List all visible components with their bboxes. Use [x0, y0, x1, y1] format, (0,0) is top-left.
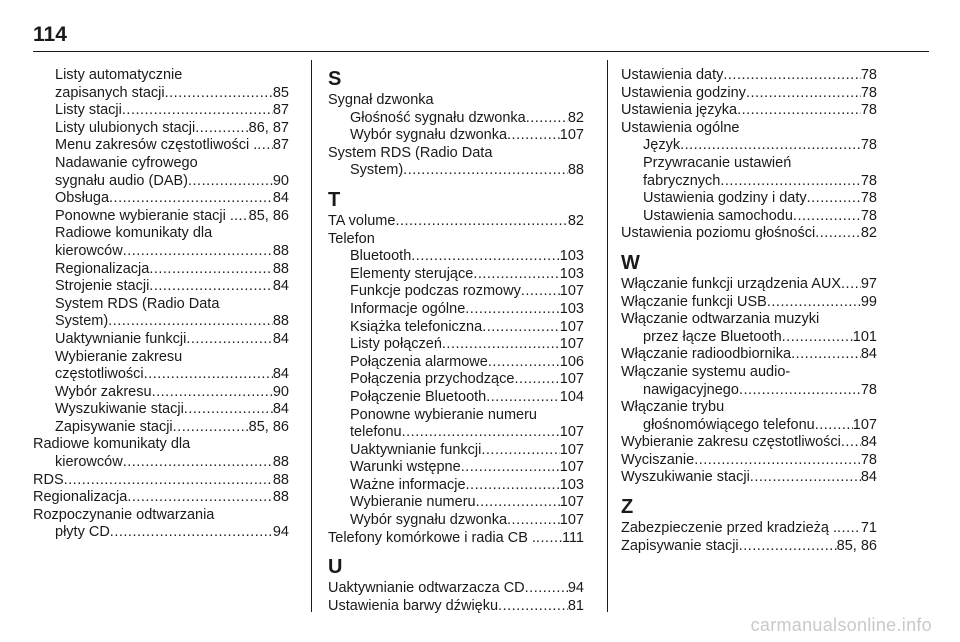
entry-page-ref: 107: [559, 371, 584, 388]
entry-label: Ustawienia godziny: [621, 84, 746, 101]
entry-page-ref: 88: [272, 260, 289, 277]
index-subentry: [328, 336, 584, 354]
entry-label: Strojenie stacji: [55, 278, 150, 295]
entry-label: RDS: [33, 471, 64, 488]
dot-leader: [739, 382, 861, 400]
index-column-3: [621, 67, 877, 555]
index-subentry: [621, 208, 877, 226]
entry-page-ref: 107: [559, 459, 584, 476]
dot-leader: [173, 419, 249, 437]
dot-leader: [521, 283, 560, 301]
dot-leader: [64, 472, 273, 490]
index-subentry: [328, 266, 584, 284]
index-entry: [621, 538, 877, 556]
index-letter-heading: W: [621, 251, 640, 274]
index-subentry: [33, 313, 289, 331]
entry-label: Włączanie odtwarzania muzyki: [621, 311, 820, 328]
entry-page-ref: 87: [272, 102, 289, 119]
column-divider: [607, 60, 608, 612]
entry-page-ref: 82: [567, 212, 584, 229]
entry-page-ref: 78: [860, 381, 877, 398]
index-subentry: [328, 283, 584, 301]
index-subentry: [33, 243, 289, 261]
entry-page-ref: 103: [559, 265, 584, 282]
entry-label: Nadawanie cyfrowego: [55, 154, 198, 171]
entry-label: Wybór sygnału dzwonka: [350, 512, 508, 529]
index-subentry: [328, 162, 584, 180]
entry-page-ref: 94: [567, 580, 584, 597]
page-number: 114: [33, 23, 67, 46]
dot-leader: [807, 190, 861, 208]
dot-leader: [127, 489, 273, 507]
index-entry: [621, 434, 877, 452]
index-entry: [621, 85, 877, 103]
entry-page-ref: 103: [559, 248, 584, 265]
dot-leader: [498, 598, 568, 616]
entry-label: Uaktywnianie odtwarzacza CD: [328, 580, 525, 597]
dot-leader: [188, 173, 273, 191]
entry-label: Wyszukiwanie stacji: [621, 469, 750, 486]
entry-page-ref: 84: [272, 366, 289, 383]
index-column-2: [328, 67, 584, 615]
entry-label: Wybieranie zakresu częstotliwości: [621, 434, 841, 451]
entry-page-ref: 81: [567, 597, 584, 614]
entry-label: zapisanych stacji: [55, 84, 165, 101]
entry-label: nawigacyjnego: [643, 381, 739, 398]
index-subentry: [33, 155, 289, 173]
entry-label: System): [350, 162, 404, 179]
entry-label: Ważne informacje: [350, 476, 466, 493]
entry-label: Menu zakresów częstotliwości .: [55, 137, 258, 154]
index-subentry: [621, 155, 877, 173]
entry-label: Ustawienia barwy dźwięku: [328, 597, 499, 614]
index-entry: [621, 346, 877, 364]
index-entry: [621, 399, 877, 417]
header-rule: [33, 51, 929, 52]
index-letter-heading: Z: [621, 496, 634, 519]
index-subentry: [328, 371, 584, 389]
entry-label: Zapisywanie stacji: [55, 418, 173, 435]
entry-label: Ustawienia godziny i daty: [643, 190, 807, 207]
index-subentry: [33, 120, 289, 138]
dot-leader: [482, 319, 560, 337]
entry-label: Język: [643, 137, 681, 154]
index-entry: [621, 294, 877, 312]
index-subentry: [621, 382, 877, 400]
index-subentry: [33, 401, 289, 419]
entry-page-ref: 90: [272, 172, 289, 189]
dot-leader: [403, 162, 568, 180]
entry-page-ref: 78: [860, 451, 877, 468]
entry-page-ref: 94: [272, 524, 289, 541]
dot-leader: [473, 266, 559, 284]
entry-label: Połączenia przychodzące: [350, 371, 515, 388]
entry-label: Ponowne wybieranie numeru: [350, 406, 537, 423]
entry-label: Włączanie trybu: [621, 399, 725, 416]
dot-leader: [123, 243, 273, 261]
column-divider: [311, 60, 312, 612]
entry-label: Połączenie Bluetooth: [350, 388, 487, 405]
entry-page-ref: 84: [272, 278, 289, 295]
entry-label: Włączanie funkcji urządzenia AUX: [621, 275, 842, 292]
entry-label: Zabezpieczenie przed kradzieżą .: [621, 520, 838, 537]
index-subentry: [328, 127, 584, 145]
entry-label: Wybieranie zakresu: [55, 348, 183, 365]
dot-leader: [110, 524, 273, 542]
dot-leader: [791, 346, 861, 364]
index-subentry: [33, 85, 289, 103]
index-entry: [328, 231, 584, 249]
index-subentry: [33, 137, 289, 155]
entry-page-ref: 84: [272, 401, 289, 418]
entry-page-ref: 78: [860, 67, 877, 83]
index-subentry: [33, 296, 289, 314]
index-subentry: [328, 354, 584, 372]
index-entry: [328, 213, 584, 231]
dot-leader: [144, 366, 273, 384]
entry-page-ref: 90: [272, 383, 289, 400]
entry-label: Regionalizacja: [55, 260, 150, 277]
entry-page-ref: 107: [559, 494, 584, 511]
entry-label: Wyszukiwanie stacji: [55, 401, 184, 418]
entry-label: Radiowe komunikaty dla: [55, 225, 213, 242]
dot-leader: [526, 110, 568, 128]
entry-page-ref: 78: [860, 190, 877, 207]
entry-page-ref: 86, 87: [248, 119, 289, 136]
dot-leader: [793, 208, 861, 226]
index-subentry: [328, 248, 584, 266]
index-subentry: [33, 67, 289, 85]
entry-page-ref: 107: [559, 424, 584, 441]
entry-page-ref: 85, 86: [248, 207, 289, 224]
entry-label: Przywracanie ustawień: [643, 154, 792, 171]
entry-page-ref: 78: [860, 207, 877, 224]
entry-page-ref: 88: [272, 489, 289, 506]
dot-leader: [234, 208, 249, 226]
dot-leader: [257, 137, 273, 155]
dot-leader: [841, 276, 861, 294]
entry-page-ref: 84: [860, 434, 877, 451]
entry-page-ref: 88: [272, 242, 289, 259]
entry-label: Listy ulubionych stacji: [55, 119, 196, 136]
index-subentry: [328, 459, 584, 477]
index-entry: [621, 452, 877, 470]
entry-page-ref: 88: [272, 313, 289, 330]
entry-label: częstotliwości: [55, 366, 144, 383]
dot-leader: [476, 494, 560, 512]
index-entry: [621, 311, 877, 329]
index-letter-heading: T: [328, 188, 341, 211]
entry-label: Włączanie systemu audio-: [621, 363, 791, 380]
dot-leader: [739, 538, 837, 556]
dot-leader: [122, 102, 273, 120]
entry-label: Bluetooth: [350, 248, 412, 265]
dot-leader: [815, 225, 861, 243]
index-entry: [33, 472, 289, 490]
index-entry: [621, 469, 877, 487]
entry-label: Elementy sterujące: [350, 265, 474, 282]
dot-leader: [108, 313, 273, 331]
dot-leader: [481, 442, 559, 460]
index-subentry: [33, 524, 289, 542]
index-subentry: [328, 477, 584, 495]
index-entry: [328, 92, 584, 110]
index-subentry: [328, 319, 584, 337]
entry-page-ref: 78: [860, 102, 877, 119]
entry-label: Ustawienia języka: [621, 102, 738, 119]
watermark: carmanualsonline.info: [750, 615, 932, 635]
entry-page-ref: 78: [860, 137, 877, 154]
dot-leader: [737, 102, 861, 120]
index-subentry: [33, 331, 289, 349]
entry-page-ref: 85, 86: [248, 418, 289, 435]
entry-label: System RDS (Radio Data: [55, 295, 220, 312]
index-subentry: [33, 349, 289, 367]
entry-page-ref: 107: [559, 127, 584, 144]
entry-label: Telefony komórkowe i radia CB .: [328, 529, 536, 546]
entry-page-ref: 78: [860, 84, 877, 101]
index-subentry: [33, 454, 289, 472]
index-entry: [328, 530, 584, 548]
dot-leader: [514, 371, 559, 389]
entry-page-ref: 87: [272, 137, 289, 154]
entry-page-ref: 103: [559, 300, 584, 317]
dot-leader: [525, 580, 568, 598]
entry-page-ref: 103: [559, 476, 584, 493]
entry-page-ref: 85, 86: [836, 537, 877, 554]
index-entry: [328, 145, 584, 163]
dot-leader: [507, 512, 560, 530]
index-subentry: [33, 384, 289, 402]
entry-page-ref: 111: [561, 529, 584, 546]
index-entry: [328, 598, 584, 616]
index-subentry: [621, 137, 877, 155]
index-subentry: [621, 329, 877, 347]
dot-leader: [442, 336, 560, 354]
entry-page-ref: 107: [559, 283, 584, 300]
entry-label: Wybór zakresu: [55, 383, 152, 400]
index-letter-heading: S: [328, 68, 342, 90]
dot-leader: [465, 301, 560, 319]
entry-page-ref: 88: [567, 162, 584, 179]
entry-page-ref: 106: [559, 353, 584, 370]
entry-label: telefonu: [350, 424, 402, 441]
entry-page-ref: 78: [860, 172, 877, 189]
index-entry: [621, 520, 877, 538]
index-entry: [33, 507, 289, 525]
index-subentry: [328, 424, 584, 442]
dot-leader: [837, 520, 861, 538]
entry-page-ref: 104: [559, 388, 584, 405]
dot-leader: [149, 278, 273, 296]
entry-label: Listy automatycznie: [55, 67, 183, 83]
index-entry: [33, 489, 289, 507]
entry-label: Obsługa: [55, 190, 110, 207]
index-subentry: [33, 366, 289, 384]
entry-label: Listy stacji: [55, 102, 122, 119]
entry-page-ref: 107: [559, 512, 584, 529]
dot-leader: [680, 137, 861, 155]
dot-leader: [109, 190, 273, 208]
index-subentry: [621, 190, 877, 208]
entry-label: Telefon: [328, 230, 375, 247]
entry-page-ref: 88: [272, 454, 289, 471]
entry-label: Włączanie funkcji USB: [621, 293, 767, 310]
index-entry: [328, 580, 584, 598]
index-subentry: [33, 173, 289, 191]
entry-label: Sygnał dzwonka: [328, 92, 434, 108]
entry-label: System): [55, 313, 109, 330]
index-subentry: [621, 417, 877, 435]
entry-label: Informacje ogólne: [350, 300, 466, 317]
entry-page-ref: 107: [559, 336, 584, 353]
entry-label: fabrycznych: [643, 172, 721, 189]
entry-label: Ustawienia samochodu: [643, 207, 793, 224]
entry-label: kierowców: [55, 454, 123, 471]
dot-leader: [782, 329, 853, 347]
entry-page-ref: 82: [860, 225, 877, 242]
dot-leader: [186, 331, 272, 349]
dot-leader: [746, 85, 861, 103]
dot-leader: [536, 530, 562, 548]
entry-label: sygnału audio (DAB): [55, 172, 188, 189]
index-subentry: [33, 190, 289, 208]
entry-page-ref: 107: [852, 416, 877, 433]
entry-page-ref: 82: [567, 109, 584, 126]
dot-leader: [750, 469, 861, 487]
entry-label: płyty CD: [55, 524, 110, 541]
index-subentry: [328, 512, 584, 530]
dot-leader: [723, 67, 861, 85]
entry-label: przez łącze Bluetooth: [643, 328, 782, 345]
entry-label: Uaktywnianie funkcji: [350, 441, 482, 458]
index-subentry: [328, 301, 584, 319]
dot-leader: [461, 459, 560, 477]
entry-label: System RDS (Radio Data: [328, 144, 493, 161]
index-subentry: [328, 442, 584, 460]
index-subentry: [33, 278, 289, 296]
entry-page-ref: 107: [559, 441, 584, 458]
index-subentry: [33, 102, 289, 120]
index-subentry: [33, 225, 289, 243]
index-subentry: [328, 494, 584, 512]
dot-leader: [411, 248, 560, 266]
index-entry: [621, 276, 877, 294]
dot-leader: [149, 261, 273, 279]
dot-leader: [152, 384, 273, 402]
dot-leader: [486, 389, 560, 407]
entry-label: Ponowne wybieranie stacji .: [55, 207, 234, 224]
entry-page-ref: 84: [272, 190, 289, 207]
dot-leader: [507, 127, 560, 145]
index-entry: [621, 364, 877, 382]
entry-label: Głośność sygnału dzwonka: [350, 109, 526, 126]
dot-leader: [395, 213, 567, 231]
dot-leader: [195, 120, 248, 138]
entry-page-ref: 101: [852, 328, 877, 345]
dot-leader: [767, 294, 861, 312]
entry-page-ref: 97: [860, 275, 877, 292]
index-entry: [33, 436, 289, 454]
index-subentry: [328, 407, 584, 425]
entry-label: Ustawienia poziomu głośności: [621, 225, 816, 242]
entry-label: Wyciszanie: [621, 451, 695, 468]
entry-label: Listy połączeń: [350, 336, 442, 353]
dot-leader: [402, 424, 560, 442]
entry-label: Radiowe komunikaty dla: [33, 436, 191, 453]
entry-label: głośnomówiącego telefonu: [643, 416, 815, 433]
dot-leader: [488, 354, 560, 372]
index-entry: [621, 67, 877, 85]
entry-label: Książka telefoniczna: [350, 318, 483, 335]
index-subentry: [33, 208, 289, 226]
entry-label: Regionalizacja: [33, 489, 128, 506]
index-entry: [621, 225, 877, 243]
index-entry: [621, 102, 877, 120]
dot-leader: [184, 401, 273, 419]
entry-label: Warunki wstępne: [350, 459, 461, 476]
entry-label: Ustawienia daty: [621, 67, 724, 83]
entry-page-ref: 84: [860, 469, 877, 486]
entry-page-ref: 107: [559, 318, 584, 335]
index-subentry: [328, 389, 584, 407]
entry-page-ref: 88: [272, 471, 289, 488]
entry-label: Uaktywnianie funkcji: [55, 330, 187, 347]
entry-label: Wybór sygnału dzwonka: [350, 127, 508, 144]
dot-leader: [815, 417, 853, 435]
entry-label: Rozpoczynanie odtwarzania: [33, 506, 215, 523]
entry-label: Połączenia alarmowe: [350, 353, 488, 370]
entry-page-ref: 99: [860, 293, 877, 310]
dot-leader: [694, 452, 861, 470]
entry-label: Funkcje podczas rozmowy: [350, 283, 521, 300]
index-subentry: [33, 261, 289, 279]
entry-label: Włączanie radioodbiornika: [621, 346, 792, 363]
entry-page-ref: 84: [272, 330, 289, 347]
dot-leader: [165, 85, 273, 103]
dot-leader: [123, 454, 273, 472]
entry-label: TA volume: [328, 212, 396, 229]
index-subentry: [33, 419, 289, 437]
index-entry: [621, 120, 877, 138]
index-column-1: [33, 67, 289, 542]
index-letter-heading: U: [328, 556, 343, 579]
entry-label: kierowców: [55, 242, 123, 259]
index-subentry: [328, 110, 584, 128]
index-subentry: [621, 173, 877, 191]
entry-page-ref: 85: [272, 84, 289, 101]
entry-label: Zapisywanie stacji: [621, 537, 739, 554]
entry-page-ref: 71: [860, 520, 877, 537]
dot-leader: [720, 173, 860, 191]
dot-leader: [841, 434, 861, 452]
entry-label: Ustawienia ogólne: [621, 119, 740, 136]
entry-label: Wybieranie numeru: [350, 494, 476, 511]
entry-page-ref: 84: [860, 346, 877, 363]
dot-leader: [466, 477, 560, 495]
